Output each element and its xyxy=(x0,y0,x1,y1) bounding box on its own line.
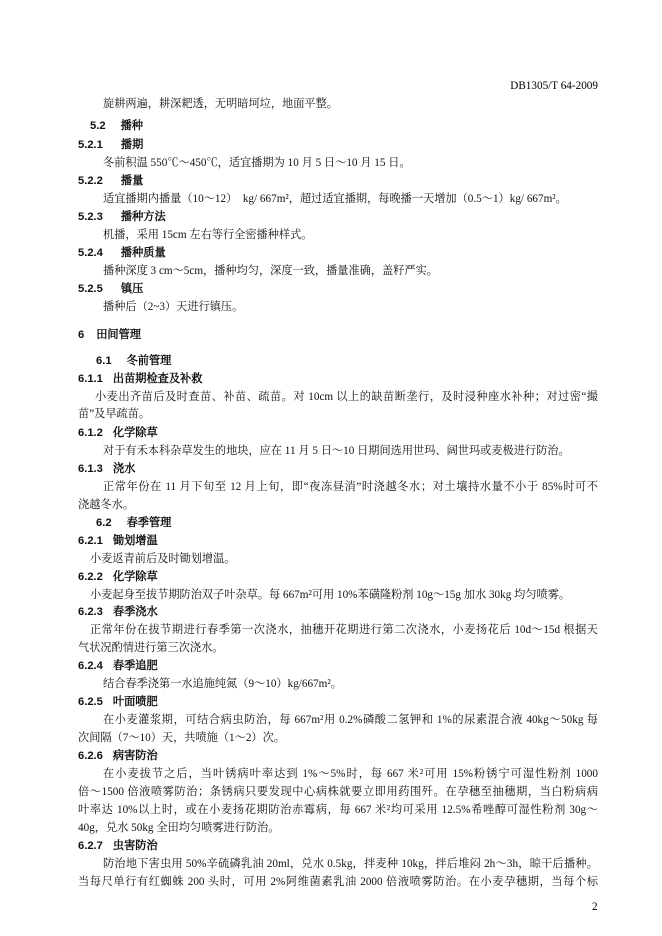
section-number: 6.2.7 xyxy=(78,840,103,852)
section-number: 5.2.3 xyxy=(78,211,103,223)
heading-5-2-4 xyxy=(78,245,166,261)
section-title: 田间管理 xyxy=(96,329,141,341)
section-title: 浇水 xyxy=(112,463,136,475)
paragraph-line: 气状况酌情进行第三次浇水。 xyxy=(78,642,224,654)
paragraph-line: 播种后（2~3）天进行镇压。 xyxy=(103,301,244,313)
section-number: 6.1.2 xyxy=(78,427,103,439)
section-number: 6.2.2 xyxy=(78,571,103,583)
section-title: 化学除草 xyxy=(112,427,158,439)
heading-6 xyxy=(78,327,141,343)
heading-6-2-4 xyxy=(78,658,158,674)
heading-6-1 xyxy=(96,353,171,369)
heading-5-2 xyxy=(90,118,143,134)
section-title: 播期 xyxy=(120,139,144,151)
heading-6-1-2 xyxy=(78,425,158,441)
section-number: 6.1.3 xyxy=(78,463,103,475)
section-title: 春季管理 xyxy=(126,517,172,529)
section-title: 叶面喷肥 xyxy=(112,696,158,708)
section-title: 冬前管理 xyxy=(126,355,172,367)
heading-5-2-3 xyxy=(78,209,166,225)
paragraph-line: 对于有禾本科杂草发生的地块，应在 11 月 5 日～10 日期间选用世玛、阔世玛或麦极进行防治。 xyxy=(103,445,570,457)
heading-6-2-6 xyxy=(78,748,158,764)
section-title: 虫害防治 xyxy=(112,840,158,852)
paragraph-line: 在小麦拔节之后，当叶锈病叶率达到 1%～5%时，每 667 米²可用 15%粉锈宁可湿性粉剂 1000 xyxy=(103,768,598,780)
paragraph-line: 40g，兑水 50kg 全田均匀喷雾进行防治。 xyxy=(78,822,280,834)
heading-5-2-5 xyxy=(78,281,143,297)
section-title: 播种 xyxy=(120,120,143,132)
paragraph-line: 正常年份在拔节期进行春季第一次浇水，抽穗开花期进行第二次浇水，小麦扬花后 10d～15d 根据天 xyxy=(90,624,598,636)
paragraph-line: 正常年份在 11 月下旬至 12 月上旬，即“夜冻昼消”时浇越冬水；对土壤持水量不小于 85%时可不 xyxy=(103,481,598,493)
heading-6-2-5 xyxy=(78,694,158,710)
section-title: 春季追肥 xyxy=(112,660,158,672)
heading-5-2-1 xyxy=(78,137,143,153)
section-number: 5.2.1 xyxy=(78,139,103,151)
section-number: 6.2 xyxy=(96,517,112,529)
paragraph-line: 旋耕两遍，耕深耙透，无明暗坷垃，地面平整。 xyxy=(103,98,338,110)
paragraph-line: 适宜播期内播量（10～12） kg/ 667m²，超过适宜播期，每晚播一天增加（0.5～1）kg/ 667m²。 xyxy=(103,193,567,205)
section-title: 出苗期检查及补救 xyxy=(112,373,203,385)
paragraph-line: 小麦出齐苗后及时查苗、补苗、疏苗。对 10cm 以上的缺苗断垄行，及时浸种座水补种；对过密“撮 xyxy=(95,391,598,403)
paragraph-line: 结合春季浇第一水追施纯氮（9～10）kg/667m²。 xyxy=(103,678,342,690)
section-number: 6.1 xyxy=(96,355,112,367)
paragraph-line: 冬前积温 550℃～450℃，适宜播期为 10 月 5 日～10 月 15 日。 xyxy=(103,157,411,169)
paragraph-line: 倍～1500 倍液喷雾防治；条锈病只要发现中心病株就要立即用药围歼。在孕穗至抽穗期，当白粉病病 xyxy=(78,786,598,798)
section-number: 5.2.4 xyxy=(78,247,103,259)
heading-6-2-1 xyxy=(78,533,158,549)
section-title: 播量 xyxy=(120,175,144,187)
section-number: 6.2.3 xyxy=(78,606,103,618)
page-number: 2 xyxy=(592,901,598,913)
section-title: 病害防治 xyxy=(112,750,158,762)
heading-6-2-2 xyxy=(78,569,158,585)
heading-6-2-7 xyxy=(78,838,158,854)
document-code: DB1305/T 64-2009 xyxy=(510,80,598,92)
section-title: 锄划增温 xyxy=(112,535,158,547)
paragraph-line: 小麦返青前后及时锄划增温。 xyxy=(90,553,236,565)
section-title: 化学除草 xyxy=(112,571,158,583)
section-number: 6.2.6 xyxy=(78,750,103,762)
paragraph-line: 在小麦灌浆期，可结合病虫防治，每 667m²用 0.2%磷酸二氢钾和 1%的尿素混合液 40kg～50kg 每 xyxy=(103,714,598,726)
section-number: 6.2.5 xyxy=(78,696,103,708)
section-number: 6.1.1 xyxy=(78,373,103,385)
section-number: 6.2.4 xyxy=(78,660,103,672)
paragraph-line: 浇越冬水。 xyxy=(78,499,134,511)
section-title: 春季浇水 xyxy=(112,606,158,618)
paragraph-line: 防治地下害虫用 50%辛硫磷乳油 20ml，兑水 0.5kg，拌麦种 10kg，拌后堆闷 2h～3h，晾干后播种。 xyxy=(103,858,598,870)
paragraph-line: 次间隔（7～10）天，共喷施（1～2）次。 xyxy=(78,732,285,744)
section-title: 播种质量 xyxy=(120,247,166,259)
section-title: 镇压 xyxy=(120,283,144,295)
section-number: 5.2 xyxy=(90,120,106,132)
heading-6-1-3 xyxy=(78,461,135,477)
section-number: 5.2.5 xyxy=(78,283,103,295)
heading-6-2 xyxy=(96,515,171,531)
section-number: 6.2.1 xyxy=(78,535,103,547)
section-number: 5.2.2 xyxy=(78,175,103,187)
heading-6-2-3 xyxy=(78,604,158,620)
paragraph-line: 机播，采用 15cm 左右等行全密播种样式。 xyxy=(103,229,313,241)
heading-6-1-1 xyxy=(78,371,202,387)
heading-5-2-2 xyxy=(78,173,143,189)
paragraph-line: 当每尺单行有红蜘蛛 200 头时，可用 2%阿维菌素乳油 2000 倍液喷雾防治。在小麦孕穗期，当每个标 xyxy=(78,876,598,888)
section-number: 6 xyxy=(78,329,85,341)
paragraph-line: 小麦起身至拔节期防治双子叶杂草。每 667m²可用 10%苯磺隆粉剂 10g～15g 加水 30kg 均匀喷雾。 xyxy=(90,589,571,601)
paragraph-line: 播种深度 3 cm～5cm，播种均匀，深度一致，播量准确，盖籽严实。 xyxy=(103,265,438,277)
paragraph-line: 苗”及早疏苗。 xyxy=(78,408,151,420)
paragraph-line: 叶率达 10%以上时，或在小麦扬花期防治赤霉病，每 667 米²均可采用 12.5%希唑醇可湿性粉剂 30g～ xyxy=(78,804,598,816)
section-title: 播种方法 xyxy=(120,211,166,223)
